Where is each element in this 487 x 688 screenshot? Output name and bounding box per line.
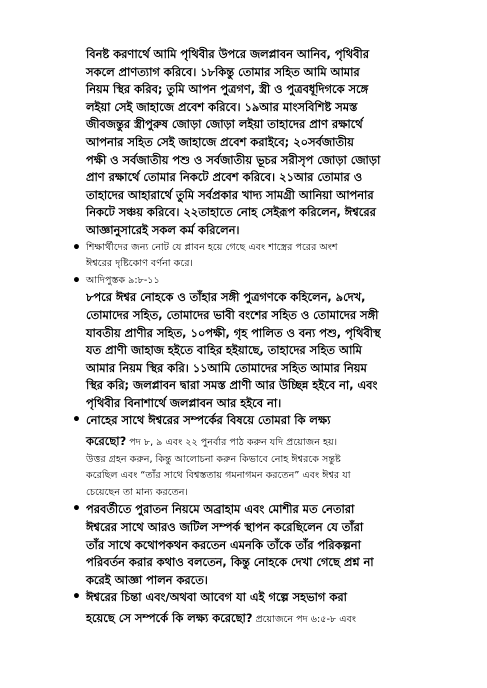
text-line: নিকটে সঞ্চয় করিবে। ২২তাহাতে নোহ সেইরূপ করিলেন, ঈশ্বরের <box>86 205 376 220</box>
bullet-marker: • <box>72 272 81 289</box>
text-line: করেই আজ্ঞা পালন করতে। <box>86 572 208 587</box>
text-line: পক্ষী ও সর্বজাতীয় পশু ও সর্বজাতীয় ভূচর সরীসৃপ জোড়া জোড়া <box>86 152 381 167</box>
bullet-marker: • <box>72 239 81 256</box>
text-line: ৮পরে ঈশ্বর নোহকে ও তাঁহার সঙ্গী পুত্রগণকে কহিলেন, ৯দেখ, <box>86 290 366 305</box>
question-text-mixed <box>86 607 447 629</box>
list-item <box>72 239 447 273</box>
answer-guidance <box>86 452 447 502</box>
list-item <box>72 589 447 628</box>
question-text <box>86 589 447 607</box>
text-line: তোমাদের সহিত, তোমাদের ভাবী বংশের সহিত ও তোমাদের সঙ্গী <box>86 307 379 322</box>
question-text-mixed <box>86 430 447 452</box>
opening-paragraph <box>86 46 447 240</box>
text-line: উত্তর গ্রহন করুন, কিন্তু আলোচনা করুন কিভাবে নোহ ঈশ্বরকে সন্তুষ্ট <box>86 453 341 465</box>
question-text-end: করেছো? <box>86 434 127 449</box>
text-line: তাহাদের আহারার্থে তুমি সর্বপ্রকার খাদ্য সামগ্রী আনিয়া আপনার <box>86 187 374 202</box>
bullet-marker: • <box>72 501 81 518</box>
text-line: নোহের সাথে ঈশ্বরের সম্পর্কের বিষয়ে তোমরা কি লক্ষ্য <box>86 413 331 428</box>
text-line: পরবর্তীতে পুরাতন নিয়মে অব্রাহাম এবং মোশীর মত নেতারা <box>86 502 355 517</box>
bullet-list <box>72 239 447 629</box>
text-line: স্থির করি; জলপ্লাবন দ্বারা সমস্ত প্রাণী আর উচ্ছিন্ন হইবে না, এবং <box>86 378 378 393</box>
bullet-marker: • <box>72 589 81 606</box>
list-item <box>72 272 447 413</box>
scripture-passage <box>86 289 447 412</box>
text-line: আমার নিয়ম স্থির করি। ১১আমি তোমাদের সহিত আমার নিয়ম <box>86 360 367 375</box>
bullet-marker: • <box>72 412 81 429</box>
text-line: লইয়া সেই জাহাজে প্রবেশ করিবে। ১৯আর মাংসবিশিষ্ট সমস্ত <box>86 99 358 114</box>
text-line: যত প্রাণী জাহাজ হইতে বাহির হইয়াছে, তাহাদের সহিত আমি <box>86 343 362 358</box>
question-text-end: হয়েছে সে সম্পর্কে কি লক্ষ্য করেছো? <box>86 611 253 625</box>
list-item <box>72 412 447 501</box>
text-line: ঈশ্বরের সাথে আরও জটিল সম্পর্ক স্থাপন করেছিলেন যে তাঁরা <box>86 520 364 535</box>
text-line: জীবজন্তুর স্ত্রীপুরুষ জোড়া জোড়া লইয়া তাহাদের প্রাণ রক্ষার্থে <box>86 117 363 132</box>
question-text <box>86 412 447 430</box>
text-line: বিনষ্ট করণার্থে আমি পৃথিবীর উপরে জলপ্লাবন আনিব, পৃথিবীর <box>86 47 370 61</box>
instruction-text: প্রয়োজনে পদ ৬:৫-৮ এবং <box>252 614 356 625</box>
text-line: ঈশ্বরের দৃষ্টিকোণ বর্ণনা করে। <box>86 258 193 270</box>
comparison-note <box>86 501 447 589</box>
student-note <box>86 240 447 273</box>
text-line: ঈশ্বরের চিন্তা এবং/অথবা আবেগ যা এই গল্পে সহভাগ করা <box>86 590 347 605</box>
text-line: আপনার সহিত সেই জাহাজে প্রবেশ করাইবে; ২০সর্বজাতীয় <box>86 134 354 149</box>
instruction-text: পদ ৮, ৯ এবং ২২ পুনর্বার পাঠ করুন যদি প্রয়োজন হয়। <box>126 437 338 449</box>
text-line: সকলে প্রাণত্যাগ করিবে। ১৮কিন্তু তোমার সহিত আমি আমার <box>86 64 360 79</box>
text-line: পৃথিবীর বিনাশার্থে জলপ্লাবন আর হইবে না। <box>86 395 282 410</box>
list-item <box>72 501 447 589</box>
text-line: যাবতীয় প্রাণীর সহিত, ১০পক্ষী, গৃহ পালিত ও বন্য পশু, পৃথিবীস্থ <box>86 325 381 340</box>
text-line: আজ্ঞানুসারেই সকল কর্ম করিলেন। <box>86 222 240 237</box>
text-line: করেছিল এবং “তাঁর সাথে বিশ্বস্ততায় গমনাগমন করতেন” এবং ঈশ্বর যা <box>86 470 351 482</box>
text-line: শিক্ষার্থীদের জন্য নোট যে প্লাবন হয়ে গেছে এবং শাস্ত্রের পরের অংশ <box>86 241 338 253</box>
text-line: পরিবর্তন করার কথাও বলতেন, কিন্তু নোহকে দেখা গেছে প্রশ্ন না <box>86 555 374 570</box>
text-line: আদিপুস্তক ৯:৮-১১ <box>86 274 160 286</box>
text-line: প্রাণ রক্ষার্থে তোমার নিকটে প্রবেশ করিবে। ২১আর তোমার ও <box>86 170 363 185</box>
scripture-reference <box>86 273 447 290</box>
text-line: নিয়ম স্থির করিব; তুমি আপন পুত্রগণ, স্ত্রী ও পুত্রবধূদিগকে সঙ্গে <box>86 82 369 97</box>
text-line: তাঁর সাথে কথোপকথন করতেন এমনকি তাঁকে তাঁর পরিকল্পনা <box>86 537 361 552</box>
text-line: চেয়েছেন তা মান্য করতেন। <box>86 486 188 498</box>
